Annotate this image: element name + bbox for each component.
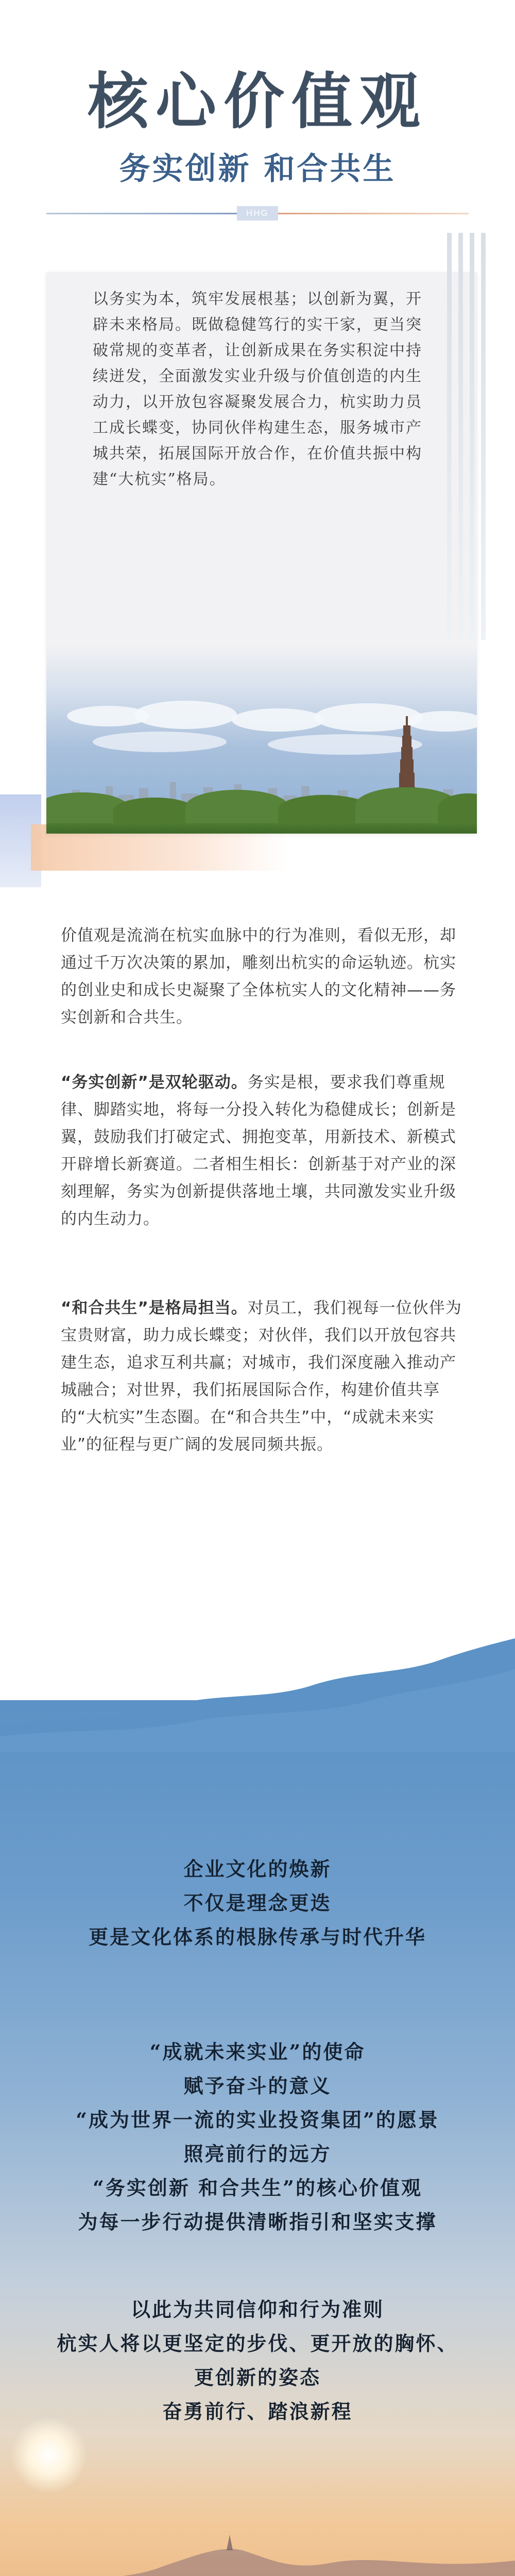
cloud	[134, 701, 237, 729]
intro-card	[46, 272, 477, 834]
pragmatic-innovation-lead: “务实创新”是双轮驱动。	[61, 1073, 248, 1092]
tree	[185, 790, 288, 823]
cloud	[93, 732, 227, 752]
pragmatic-innovation-text: 务实是根，要求我们尊重规律、脚踏实地，将每一分投入转化为稳健成长；创新是翼，鼓励我们打破定式、拥抱变革，用新技术、新模式开辟增长新赛道。二者相生相长：创新基于对产业的深刻理解，务实为创新提供落地土壤，共同激发实业升级的内生动力。	[61, 1073, 456, 1228]
poem-line: “务实创新 和合共生”的核心价值观	[93, 2176, 422, 2199]
cloud	[407, 711, 477, 732]
intro-text: 以务实为本，筑牢发展根基；以创新为翼，开辟未来格局。既做稳健笃行的实干家，更当突破常规的变革者，让创新成果在务实积淀中持续迸发，全面激发实业升级与价值创造的内生动力，以开放包容凝聚发展合力，杭实助力员工成长蝶变，协同伙伴构建生态，服务城市产城共荣，拓展国际开放合作，在价值共振中构建“大杭实”格局。	[93, 290, 422, 488]
poem-line: “成为世界一流的实业投资集团”的愿景	[76, 2108, 439, 2131]
cloud	[232, 708, 324, 732]
poem-line: 杭实人将以更坚定的步伐、更开放的胸怀、	[57, 2332, 458, 2355]
harmony-text: 对员工，我们视每一位伙伴为宝贵财富，助力成长蝶变；对伙伴，我们以开放包容共建生态，追求互利共赢；对城市，我们深度融入推动产城融合；对世界，我们拓展国际合作，构建价值共享的“大杭实”生态圈。在“和合共生”中，“成就未来实业”的征程与更广阔的发展同频共振。	[61, 1299, 462, 1454]
poem-group-belief	[0, 2293, 515, 2429]
poem-line: 更是文化体系的根脉传承与时代升华	[88, 1925, 426, 1948]
poem-line: 不仅是理念更迭	[183, 1891, 332, 1914]
harmony-lead: “和合共生”是格局担当。	[61, 1299, 248, 1317]
mountain-silhouette	[0, 2514, 515, 2576]
page-subtitle: 务实创新 和合共生	[119, 151, 396, 187]
poem-line: 以此为共同信仰和行为准则	[130, 2298, 384, 2321]
poem-line: 照亮前行的远方	[183, 2142, 332, 2165]
poem-group-mission	[0, 2035, 515, 2239]
decor-stripes	[447, 233, 496, 640]
poem-line: 奋勇前行、踏浪新程	[162, 2400, 353, 2423]
poem-line: 企业文化的焕新	[183, 1857, 332, 1880]
poem-line: “成就未来实业”的使命	[149, 2040, 366, 2063]
pragmatic-innovation-paragraph	[61, 1069, 462, 1233]
hhg-badge: HHG	[237, 206, 278, 221]
divider-left	[46, 213, 237, 214]
page-title: 核心价值观	[87, 65, 427, 137]
harmony-paragraph	[61, 1295, 462, 1459]
tree	[113, 798, 196, 823]
poem-line: 为每一步行动提供清晰指引和坚实支撑	[78, 2210, 437, 2233]
intro-paragraph	[61, 922, 462, 1031]
intro-paragraph-text: 价值观是流淌在杭实血脉中的行为准则，看似无形，却通过千万次决策的累加，雕刻出杭实的命运轨迹。杭实的创业史和成长史凝聚了全体杭实人的文化精神——务实创新和合共生。	[61, 926, 456, 1027]
poem-line: 更创新的姿态	[194, 2366, 321, 2389]
ink-wash-edge	[0, 1638, 515, 1752]
divider-right	[278, 213, 469, 214]
poem-group-renewal	[0, 1852, 515, 1954]
poem-line: 赋予奋斗的意义	[183, 2074, 332, 2097]
